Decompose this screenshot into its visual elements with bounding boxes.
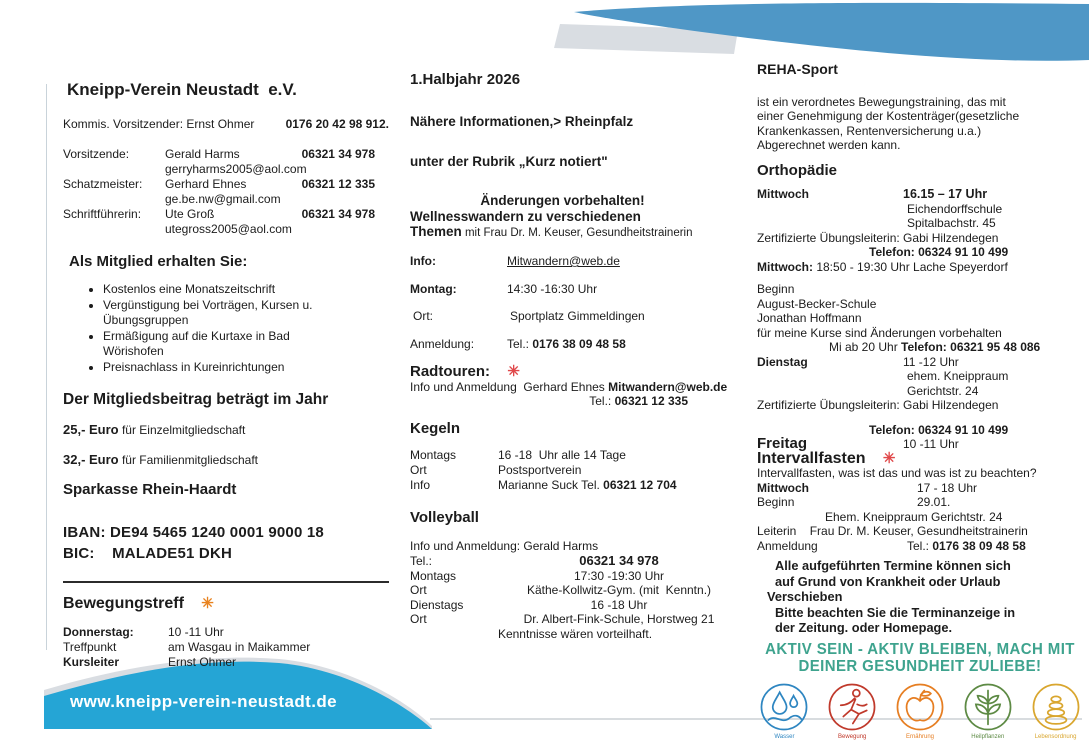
pillar-label: Ernährung	[905, 733, 934, 740]
schedule-label: Anmeldung	[757, 538, 818, 553]
location-line: Ehem. Kneippraum Gerichtstr. 24	[825, 509, 1003, 524]
schedule-row	[410, 282, 740, 297]
schedule-label: Beginn	[757, 495, 795, 509]
middle-column	[410, 72, 740, 641]
intervallfasten-title: Intervallfasten	[757, 449, 866, 467]
note-line: für meine Kurse sind Änderungen vorbehalten	[757, 325, 1002, 340]
wellness-title-bold: Themen	[410, 224, 462, 239]
notice-block	[757, 558, 1083, 636]
schedule-row	[757, 539, 1083, 554]
bic-line: BIC: MALADE51 DKH	[63, 545, 233, 562]
halbjahr-title: 1.Halbjahr 2026	[410, 71, 521, 88]
board-email: gerryharms2005@aol.com	[165, 162, 307, 176]
schedule-value: Käthe-Kollwitz-Gym. (mit Kenntn.)	[526, 583, 712, 597]
schedule-value: Ernst Ohmer	[168, 655, 237, 669]
wandern-rows	[410, 254, 740, 352]
schedule-value: am Wasgau in Maikammer	[168, 640, 311, 654]
board-list	[63, 147, 389, 237]
info-line-2: unter der Rubrik „Kurz notiert"	[410, 154, 608, 169]
schedule-row	[757, 187, 1083, 202]
pillar-label: Bewegung	[838, 733, 867, 740]
benefit-item: • Preisnachlass in Kureinrichtungen	[103, 360, 341, 375]
schedule-label: Ort	[410, 583, 427, 597]
schedule-value: 11 -12 Uhr	[903, 354, 959, 369]
schedule-row	[410, 337, 740, 352]
schedule-row	[757, 481, 1083, 496]
schedule-value: Sportplatz Gimmeldingen	[510, 309, 645, 323]
schedule-label: Montags	[410, 568, 457, 583]
schedule-label: Mittwoch:	[757, 259, 813, 274]
benefits-list	[85, 282, 389, 375]
bewegungstreff-heading	[63, 596, 389, 612]
volleyball-note: Kenntnisse wären vorteilhaft.	[497, 626, 653, 641]
slogan-line1: AKTIV SEIN - AKTIV BLEIBEN, MACH MIT	[765, 640, 1075, 658]
schedule-row	[410, 478, 740, 493]
intervallfasten-question: Intervallfasten, was ist das und was ist zu beachten?	[757, 466, 1037, 480]
mi-ab-line	[757, 340, 1083, 355]
volleyball-contact: Info und Anmeldung: Gerald Harms	[410, 539, 599, 553]
pillar-label: Heilpflanzen	[971, 733, 1005, 740]
pillar-label: Wasser	[774, 733, 795, 740]
time-note: Mi ab 20 Uhr	[829, 340, 902, 354]
schedule-row	[410, 448, 740, 463]
trainer-line: Zertifizierte Übungsleiterin: Gabi Hilzendegen	[757, 398, 999, 412]
board-row	[63, 177, 389, 192]
tel-prefix: Tel.:	[589, 394, 615, 408]
tel-prefix: Tel.:	[507, 336, 533, 351]
radtouren-title: Radtouren:	[410, 363, 490, 380]
schedule-row	[63, 640, 389, 655]
freitag-label: Freitag	[757, 435, 808, 452]
schedule-value	[907, 539, 1026, 554]
board-name: Gerhard Ehnes	[165, 177, 247, 191]
kommis-label: Kommis. Vorsitzender: Ernst Ohmer	[63, 117, 255, 131]
club-title: Kneipp-Verein Neustadt e.V.	[67, 80, 297, 99]
kegeln-title: Kegeln	[410, 420, 461, 437]
pillar-label: Lebensordnung	[1034, 733, 1077, 740]
schedule-label: Donnerstag:	[63, 625, 134, 639]
benefit-item: • Kostenlos eine Monatszeitschrift	[103, 282, 341, 297]
schedule-label: Anmeldung:	[410, 336, 475, 351]
schedule-label: Dienstags	[410, 597, 464, 612]
board-phone: 06321 12 335	[301, 177, 375, 191]
schedule-value: 29.01.	[917, 495, 951, 509]
volleyball-title: Volleyball	[410, 509, 479, 526]
kegeln-contact: Marianne Suck Tel.	[498, 478, 604, 492]
schedule-row	[757, 495, 1083, 510]
scan-edge-line	[46, 84, 47, 650]
beginn-line: Beginn	[757, 282, 795, 296]
trainer-line: Zertifizierte Übungsleiterin: Gabi Hilzendegen	[757, 230, 999, 245]
schedule-value: 14:30 -16:30 Uhr	[507, 281, 598, 296]
fee-amount: 32,- Euro	[63, 452, 119, 467]
board-email: ge.be.nw@gmail.com	[165, 192, 281, 206]
schedule-label: Info:	[410, 254, 436, 268]
tel-number: 0176 38 09 48 58	[532, 336, 626, 351]
schedule-value: 17 - 18 Uhr	[917, 480, 978, 495]
schedule-value: 18:50 - 19:30 Uhr Lache Speyerdorf	[813, 259, 1008, 274]
schedule-value: 10 -11 Uhr	[903, 437, 959, 451]
wellness-title-line1: Wellnesswandern zu verschiedenen	[410, 209, 641, 224]
schedule-value: Dr. Albert-Fink-Schule, Horstweg 21	[523, 612, 715, 626]
notice-line: auf Grund von Krankheit oder Urlaub	[775, 573, 1001, 589]
schedule-row	[410, 569, 740, 584]
schedule-value: Postsportverein	[498, 463, 582, 477]
water-icon	[758, 681, 810, 733]
schedule-row	[410, 463, 740, 478]
schedule-row	[410, 583, 740, 598]
schedule-row	[410, 254, 740, 269]
schedule-row	[410, 554, 740, 569]
schedule-value: 16 -18 Uhr alle 14 Tage	[498, 448, 626, 462]
reha-title: REHA-Sport	[757, 61, 838, 77]
board-name: Ute Groß	[165, 207, 215, 221]
pillar-balance	[1028, 681, 1083, 741]
intervallfasten-heading	[757, 449, 1083, 467]
trainer-name: Jonathan Hoffmann	[757, 311, 862, 325]
divider	[63, 581, 389, 583]
kommis-row	[63, 117, 389, 132]
schedule-row	[757, 355, 1083, 370]
notice-line: Bitte beachten Sie die Terminanzeige in	[775, 604, 1016, 620]
board-name: Gerald Harms	[165, 147, 240, 161]
schedule-value: 16 -18 Uhr	[590, 597, 648, 612]
pillar-movement	[825, 681, 880, 741]
wellness-title-line2	[410, 224, 740, 241]
schedule-label: Kursleiter	[63, 655, 120, 669]
schedule-label: Mittwoch	[757, 187, 809, 201]
kneipp-pillars	[757, 681, 1083, 741]
fee-text: für Familienmitgliedschaft	[118, 453, 259, 467]
board-role: Schatzmeister:	[63, 177, 143, 191]
fee-heading: Der Mitgliedsbeitrag beträgt im Jahr	[63, 391, 329, 408]
board-role: Schriftführerin:	[63, 207, 142, 221]
apple-icon	[894, 681, 946, 733]
website-url: www.kneipp-verein-neustadt.de	[70, 692, 337, 711]
notice-line: Verschieben	[767, 589, 843, 604]
schedule-label: Tel.:	[410, 554, 433, 568]
radtouren-tel	[410, 394, 740, 408]
schedule-label: Treffpunkt	[63, 640, 117, 654]
board-row	[63, 207, 389, 222]
asterisk-icon: ✳	[507, 363, 520, 380]
tel-number: Telefon: 06324 91 10 499	[869, 245, 1009, 259]
radtouren-info	[410, 380, 740, 394]
schedule-row	[410, 612, 740, 627]
benefit-item: • Vergünstigung bei Vorträgen, Kursen u. Übungsgruppen	[103, 298, 341, 328]
schedule-label: Ort:	[413, 309, 433, 323]
running-icon	[826, 681, 878, 733]
tel-number: 06321 34 978	[579, 553, 659, 568]
board-row	[63, 147, 389, 162]
asterisk-icon: ✳	[201, 595, 214, 612]
notice-line: der Zeitung. oder Homepage.	[775, 620, 953, 635]
fee-single	[63, 422, 389, 438]
location-line: ehem. Kneippraum	[907, 369, 1009, 383]
intervallfasten-section	[757, 449, 1083, 554]
schedule-row	[410, 598, 740, 613]
schedule-value	[498, 478, 677, 493]
schedule-row	[410, 309, 740, 324]
radtouren-email: Mitwandern@web.de	[608, 380, 728, 394]
board-role: Vorsitzende:	[63, 147, 130, 161]
schedule-row	[757, 260, 1083, 275]
location-line: August-Becker-Schule	[757, 296, 877, 311]
benefit-item: • Ermäßigung auf die Kurtaxe in Bad Wörishofen	[103, 329, 341, 359]
location-line: Eichendorffschule	[907, 201, 1003, 216]
fee-family	[63, 452, 389, 468]
notice-line: Alle aufgeführten Termine können sich	[775, 558, 1011, 573]
aenderungen-note: Änderungen vorbehalten!	[480, 193, 645, 208]
tel-number: 0176 38 09 48 58	[932, 538, 1026, 553]
top-wave-decoration	[552, 0, 1089, 64]
pillar-plants	[960, 681, 1015, 741]
radtouren-heading	[410, 364, 740, 380]
pillar-nutrition	[893, 681, 948, 741]
tel-prefix: Tel.:	[907, 538, 933, 553]
schedule-label: Ort	[410, 463, 427, 477]
kommis-phone: 0176 20 42 98 912.	[285, 117, 389, 131]
member-benefits-heading: Als Mitglied erhalten Sie:	[69, 253, 248, 270]
kegeln-section	[410, 421, 740, 493]
tel-number: Telefon: 06324 91 10 499	[869, 422, 1009, 437]
board-phone: 06321 34 978	[301, 207, 375, 221]
schedule-label: Mittwoch	[757, 480, 809, 495]
location-line: Gerichtstr. 24	[907, 383, 979, 398]
asterisk-icon: ✳	[882, 449, 896, 467]
email-link: Mitwandern@web.de	[507, 254, 620, 268]
board-email: utegross2005@aol.com	[165, 222, 292, 236]
location-line: Spitalbachstr. 45	[907, 216, 996, 230]
bank-name: Sparkasse Rhein-Haardt	[63, 481, 237, 498]
schedule-label: Dienstag	[757, 354, 808, 369]
fee-text: für Einzelmitgliedschaft	[118, 423, 246, 437]
schedule-value: 17:30 -19:30 Uhr	[573, 568, 665, 583]
reha-description: ist ein verordnetes Bewegungstraining, das mit einer Genehmigung der Kostenträger(gesetzliche Krankenkassen, Rentenversicherung u.a.) Abgerechnet werden kann.	[757, 94, 1020, 152]
tel-number: 06321 12 335	[614, 394, 688, 408]
kegeln-rows	[410, 448, 740, 493]
tel-number: 06321 12 704	[603, 478, 677, 492]
bewegungstreff-title: Bewegungstreff	[63, 595, 184, 612]
schedule-value: 16.15 – 17 Uhr	[903, 187, 988, 201]
leaf-icon	[962, 681, 1014, 733]
left-column	[63, 82, 389, 670]
info-line-1: Nähere Informationen,> Rheinpfalz	[410, 114, 634, 129]
right-column	[757, 62, 1083, 741]
schedule-label: Ort	[410, 612, 427, 626]
board-phone: 06321 34 978	[301, 147, 375, 161]
volleyball-section	[410, 510, 740, 641]
schedule-value	[507, 337, 626, 352]
schedule-label: Montag:	[410, 281, 457, 296]
schedule-row	[63, 625, 389, 640]
bewegungstreff-rows	[63, 625, 389, 670]
schedule-value: 10 -11 Uhr	[168, 625, 224, 639]
wellness-trainer: mit Frau Dr. M. Keuser, Gesundheitstrainerin	[461, 227, 693, 239]
stones-icon	[1030, 681, 1082, 733]
radtouren-info-text: Info und Anmeldung Gerhard Ehnes	[410, 380, 609, 394]
orthopaedie-title: Orthopädie	[757, 161, 838, 179]
pillar-water	[757, 681, 812, 741]
fee-amount: 25,- Euro	[63, 422, 119, 437]
schedule-row	[63, 655, 389, 670]
schedule-label: Info	[410, 478, 431, 492]
slogan-line2: DEINER GESUNDHEIT ZULIEBE!	[798, 657, 1042, 676]
leiterin-line: Leiterin Frau Dr. M. Keuser, Gesundheitstrainerin	[757, 524, 1028, 538]
schedule-label: Montags	[410, 448, 457, 462]
iban-line: IBAN: DE94 5465 1240 0001 9000 18	[63, 524, 324, 541]
tel-number: Telefon: 06321 95 48 086	[901, 340, 1041, 354]
